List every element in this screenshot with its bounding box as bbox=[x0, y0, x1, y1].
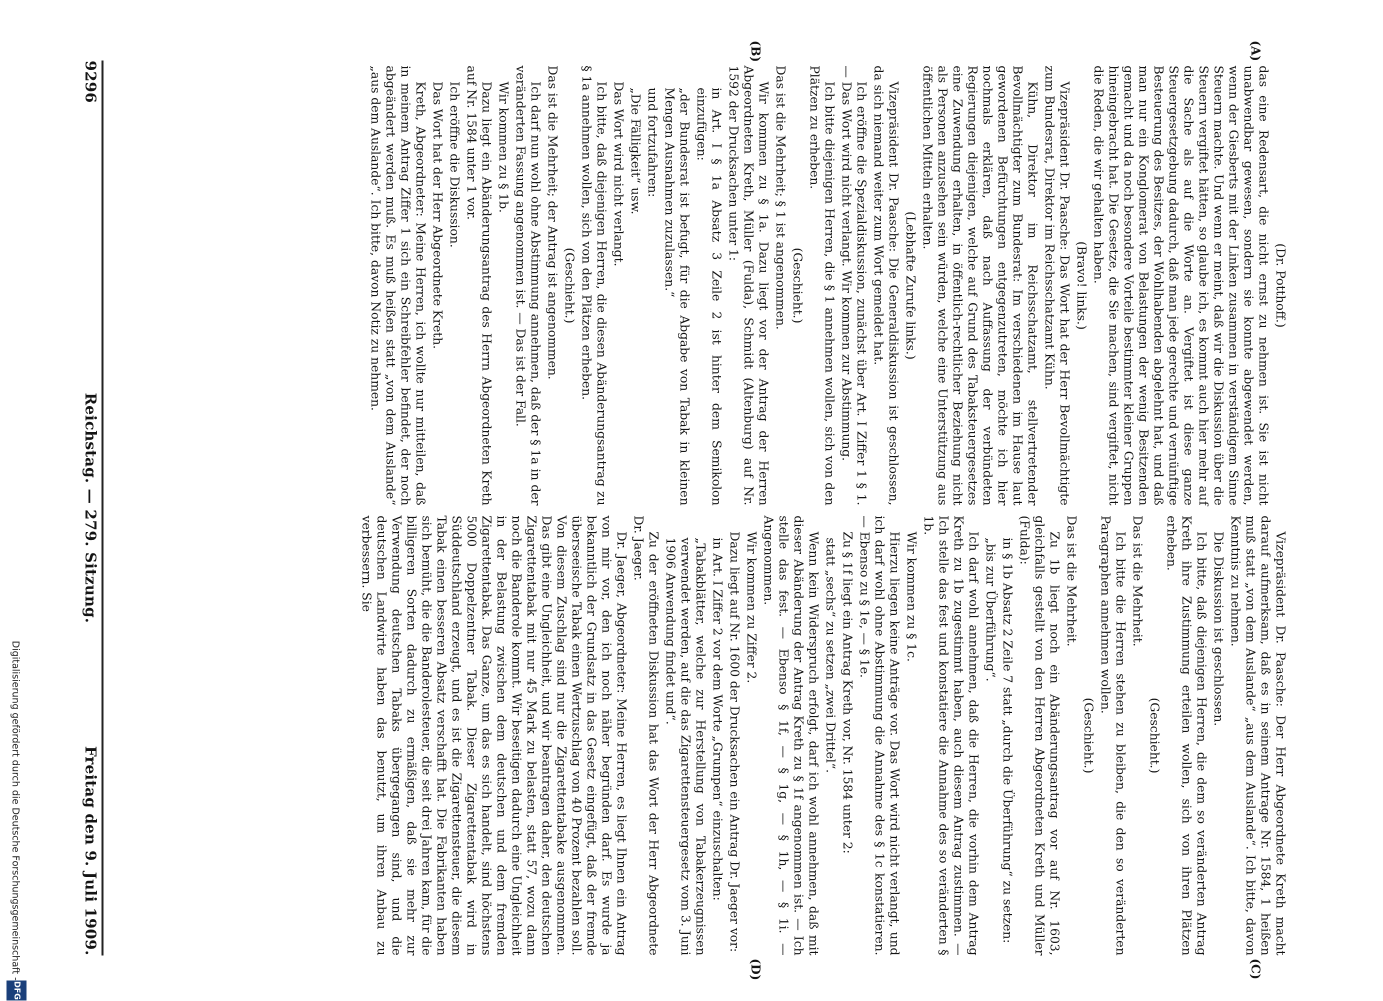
paragraph: Kühn, Direktor im Reichsschatzamt, stellvertretender Bevollmächtigter zum Bundesrat: Im verschiedenen im Hause laut gewordenen Befürchtungen entgegenzutreten, möchte ich hier nochmals erklären, daß nach Auffassung der verbündeten Regierungen diejenigen, welche auf Grund des Tabaksteuergesetzes eine Zuwendung erhalten, in öffentlich-rechtlicher Beziehung nicht als Personen anzusehen sein würden, welche eine Unterstützung aus öffentlichen Mitteln erhalten. bbox=[920, 65, 1040, 506]
motion-text: „der Bundesrat ist befugt, für die Abgabe von Tabak in kleinen Mengen Ausnahmen zuzulassen.“ bbox=[662, 87, 692, 506]
paragraph: Wir kommen zu Ziffer 2. bbox=[744, 531, 759, 684]
left-column bbox=[366, 66, 1288, 506]
paragraph: Hierzu liegen keine Anträge vor. Das Wort wird nicht verlangt, und ich darf wohl ohne Abstimmung die Annahme des § 1c konstatieren. — Ebenso zu § 1e, — § 1e. bbox=[857, 515, 902, 956]
paragraph: Vizepräsident Dr. Paasche: Die Generaldiskussion ist geschlossen, da sich niemand weiter zum Wort gemeldet hat. bbox=[871, 65, 901, 506]
paragraph: Ich darf nun wohl ohne Abstimmung annehmen, daß der § 1a in der veränderten Fassung angenommen ist. — Das ist der Fall. bbox=[513, 65, 543, 506]
paragraph: Ich bitte, daß diejenigen Herren, die dem so veränderten Antrag Kreth ihre Zustimmung erteilen wollen, sich von ihren Plätzen erheben. bbox=[1164, 515, 1209, 956]
paragraph: Das ist die Mehrheit; § 1 ist angenommen. bbox=[773, 65, 788, 330]
paragraph: Ich darf wohl annehmen, daß die Herren, die vorhin dem Antrag Kreth zu 1b zugestimmt haben, auch diesem Antrag zustimmen. — Ich stelle das fest und konstatiere die Annahme des so veränderten § 1b. bbox=[921, 515, 981, 956]
interjection: (Lebhafte Zurufe links.) bbox=[903, 211, 918, 360]
header-rule bbox=[102, 61, 104, 956]
paragraph: Wir kommen zu § 1c. bbox=[904, 531, 919, 662]
interjection: (Geschieht.) bbox=[790, 247, 805, 324]
paragraph: Wir kommen zu § 1b. bbox=[496, 81, 511, 213]
paragraph: das eine Redensart, die nicht ernst zu nehmen ist. Sie ist nicht unabwendbar gewesen, sondern sie konnte abgewendet werden, wenn der Giesberts mit der Linken zusammen in verständigem Sinne Steuern machte. Und wenn er meint, daß wir die Diskussion über die Steuern vergiftet hätten, so glaube ich, es kommt auch hier mehr auf die Sache als auf die Worte an. Vergiftet ist diese ganze Steuergesetzgebung dadurch, daß man jede gerechte und vernünftige Besteuerung des Besitzes, der Wohlhabenden abgelehnt hat, und daß man nur ein Konglomerat von Belastungen der wenig Besitzenden gemacht und da noch besondere Vorteile bestimmter kleiner Gruppen hineingebracht hat. Die Gesetze, die Sie machen, sind vergiftet, nicht die Reden, die wir gehalten haben. bbox=[1091, 65, 1271, 506]
paragraph: Zu der eröffneten Diskussion hat das Wort der Herr Abgeordnete Dr. Jaeger. bbox=[631, 515, 661, 956]
paragraph: Die Diskussion ist geschlossen. bbox=[1211, 531, 1226, 727]
interjection: (Bravo! links.) bbox=[1074, 241, 1089, 330]
paragraph: Vizepräsident Dr. Paasche: Der Herr Abgeordnete Kreth macht darauf aufmerksam, daß es in seinem Antrage Nr. 1584, 1 heißen muß statt „von dem Auslande“ „aus dem Auslande“. Ich bitte, davon Kenntnis zu nehmen. bbox=[1228, 515, 1288, 956]
margin-mark-c: (C) bbox=[1248, 958, 1263, 980]
page-header bbox=[78, 61, 100, 956]
margin-mark-a: (A) bbox=[1248, 40, 1263, 62]
dfg-logo-icon: DFG bbox=[7, 981, 27, 1001]
paragraph: Dr. Jaeger, Abgeordneter: Meine Herren, es liegt Ihnen ein Antrag von mir vor, den ich noch näher begründen darf. Es wurde ja bekanntlich der Grundsatz in das Gesetz eingefügt, daß der fremde überseeische Tabak einen Wertzuschlag von 40 Prozent bezahlen soll. Von diesem Zuschlag sind nur die Zigarettentabake ausgenommen. Das gibt eine Ungleichheit, und wir beantragen daher, den deutschen Zigarettentabak mit nur 45 Mark zu belasten, statt 57, wozu dann noch die Banderole kommt. Wir beseitigen dadurch eine Ungleichheit in der Belastung zwischen dem deutschen und dem fremden Zigarettentabak. Das Ganze, um das es sich handelt, sind höchstens 5000 Doppelzentner Tabak. Dieser Zigarettentabak wird in Süddeutschland erzeugt, und es ist die Zigarettensteuer, die diesem Tabak einen besseren Absatz verschafft hat. Die Fabrikanten haben sich bemüht, die die Banderolesteuer, die seit drei Jahren kam, für die billigeren Sorten dadurch zu ermäßigen, daß sie mehr zur Verwendung deutschen Tabaks übergegangen sind, und die deutschen Landwirte haben das benutzt, um ihren Anbau zu verbessern. Sie bbox=[359, 515, 629, 956]
motion-text: in Art. I § 1a Absatz 3 Zeile 2 ist hinter dem Semikolon einzufügen: bbox=[694, 87, 724, 506]
motion-text: statt „sechs“ zu setzen „zwei Drittel“. bbox=[823, 537, 838, 774]
digitization-footer bbox=[5, 1, 27, 1001]
paragraph: Das ist die Mehrheit. bbox=[1064, 515, 1079, 647]
paragraph: Vizepräsident Dr. Paasche: Das Wort hat der Herr Bevollmächtigte zum Bundesrat, Direktor im Reichsschatzamt Kühn. bbox=[1042, 65, 1072, 506]
paragraph: Ich bitte die Herren stehen zu bleiben, die den so veränderten Paragraphen annehmen wollen. bbox=[1098, 515, 1128, 956]
page-number: 9296 bbox=[81, 60, 100, 104]
paragraph: Das ist die Mehrheit; der Antrag ist angenommen. bbox=[545, 65, 560, 380]
speaker-continuation: (Dr. Potthoff.) bbox=[1273, 243, 1288, 328]
paragraph: Dazu liegt auf Nr. 1600 der Drucksachen ein Antrag Dr. Jaeger vor: bbox=[727, 531, 742, 953]
paragraph: Das Wort hat der Herr Abgeordnete Kreth. bbox=[430, 81, 445, 350]
motion-text: „Die Fälligkeit“ usw. bbox=[628, 87, 643, 215]
paragraph: Ich eröffne die Diskussion. bbox=[447, 81, 462, 248]
motion-text: in Art. I Ziffer 2 vor dem Worte „Grumpen“ einzuschalten: bbox=[710, 537, 725, 901]
paragraph: Zu 1b liegt noch ein Abänderungsantrag vor auf Nr. 1603, gleichfalls gestellt von den Herren Abgeordneten Kreth und Müller (Fulda): bbox=[1017, 515, 1062, 956]
paragraph: Wenn kein Widerspruch erfolgt, darf ich wohl annehmen, daß mit dieser Abänderung der Antrag Kreth zu § 1f angenommen ist. — Ich stelle das fest. — Ebenso § 1f, — § 1g, — § 1h, — § 1i. — Angenommen. bbox=[761, 515, 821, 956]
paragraph: Dazu liegt ein Abänderungsantrag des Herrn Abgeordneten Kreth auf Nr. 1584 unter 1 vor. bbox=[464, 65, 494, 506]
paragraph: Das ist die Mehrheit. bbox=[1130, 515, 1145, 647]
funding-note: Digitalisierung gefördert durch die Deutsche Forschungsgemeinschaft - bbox=[9, 640, 21, 981]
motion-text: „bis zur Überführung“. bbox=[983, 537, 998, 682]
paragraph: Ich bitte, daß diejenigen Herren, die diesen Abänderungsantrag zu § 1a annehmen wollen, sich von den Plätzen erheben. bbox=[579, 65, 609, 506]
rotated-page bbox=[0, 1, 1383, 1001]
running-title: Reichstag. — 279. Sitzung. bbox=[81, 392, 100, 624]
paragraph: Ich bitte diejenigen Herren, die § 1 annehmen wollen, sich von den Plätzen zu erheben. bbox=[807, 65, 837, 506]
right-column bbox=[357, 516, 1288, 956]
paragraph: Das Wort wird nicht verlangt. bbox=[611, 81, 626, 267]
margin-mark-b: (B) bbox=[748, 40, 763, 62]
interjection: (Geschieht.) bbox=[1147, 697, 1162, 774]
motion-text: „Tabakblätter, welche zur Herstellung von Tabakerzeugnissen verwendet werden, auf die das Zigarettensteuergesetz vom 3. Juni 1906 Anwendung findet und“. bbox=[663, 537, 708, 956]
paragraph: Ich eröffne die Spezialdiskussion, zunächst über Art. I Ziffer 1 § 1. — Das Wort wird nicht verlangt. Wir kommen zur Abstimmung. bbox=[839, 65, 869, 506]
paragraph: Kreth, Abgeordneter: Meine Herren, ich wollte nur mitteilen, daß in meinem Antrag Ziffer 1 sich ein Schreibfehler befindet, der noch abgeändert werden muß. Es muß heißen statt „von dem Auslande“ „aus dem Auslande“. Ich bitte, davon Notiz zu nehmen. bbox=[368, 65, 428, 506]
paragraph: Wir kommen zu § 1a. Dazu liegt vor der Antrag der Herren Abgeordneten Kreth, Müller (Fulda), Schmidt (Altenburg) auf Nr. 1592 der Drucksachen unter 1: bbox=[726, 65, 771, 506]
interjection: (Geschieht.) bbox=[1081, 697, 1096, 774]
motion-text: in § 1b Absatz 2 Zeile 7 statt „durch die Überführung“ zu setzen: bbox=[1000, 537, 1015, 944]
margin-mark-d: (D) bbox=[748, 958, 763, 981]
interjection: (Geschieht.) bbox=[562, 247, 577, 324]
motion-text: und fortzufahren: bbox=[645, 87, 660, 198]
paragraph: Zu § 1f liegt ein Antrag Kreth vor, Nr. 1584 unter 2: bbox=[840, 531, 855, 854]
session-date: Freitag den 9. Juli 1909. bbox=[81, 745, 100, 956]
